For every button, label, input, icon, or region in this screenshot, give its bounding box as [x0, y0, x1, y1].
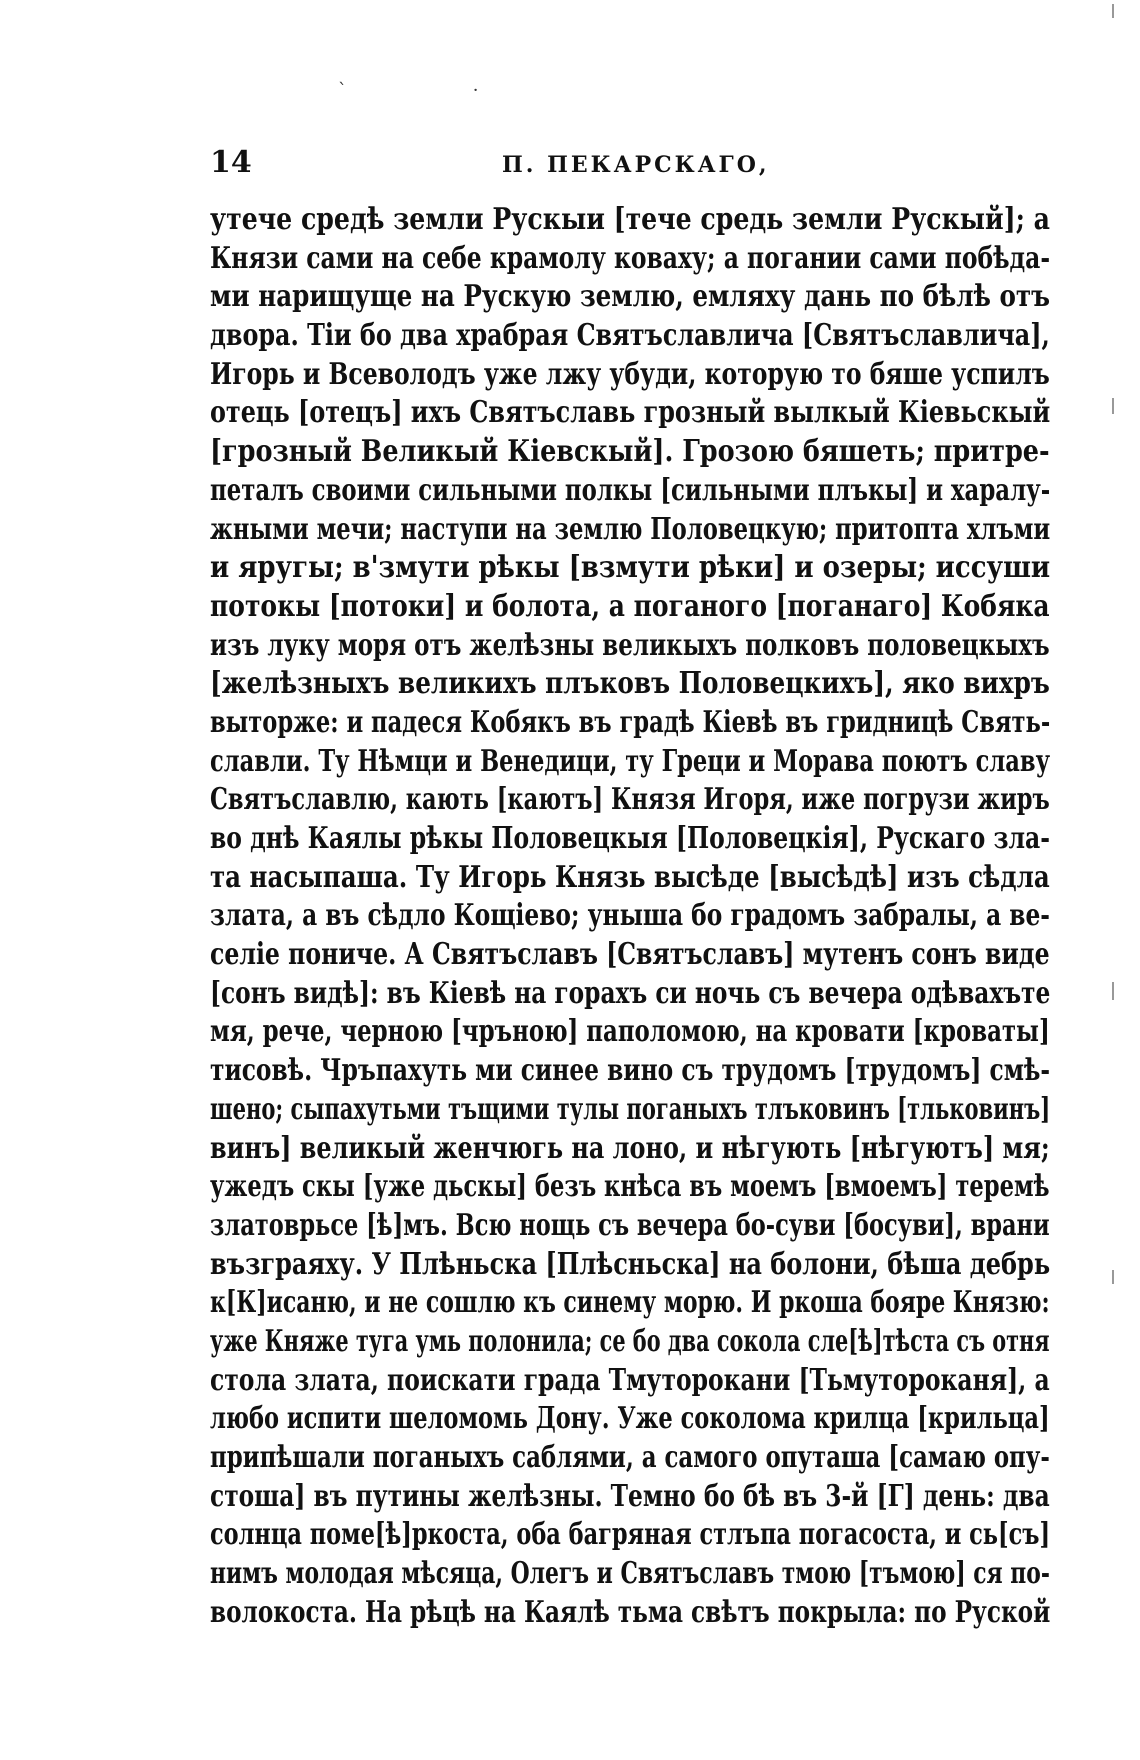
scan-edge-mark [1112, 4, 1114, 18]
page-header [210, 143, 1038, 183]
text-line: ми нарищуще на Рускую землю, емляху дань по бѣлѣ отъ [210, 278, 1051, 314]
text-line: к[К]исаню, и не сошлю къ синему морю. И ркоша бояре Князю: [210, 1284, 1050, 1320]
scan-edge-mark [1112, 982, 1114, 1000]
text-line: ужедъ скы [уже дьскы] безъ кнѣса въ моемъ [вмоемъ] теремѣ [210, 1168, 1050, 1204]
text-line: утече средѣ земли Рускыи [тече средь земли Рускый]; а [210, 201, 1051, 236]
body-text [210, 200, 1050, 1631]
text-line: волокоста. На рѣцѣ на Каялѣ тьма свѣтъ покрыла: по Руской [210, 1593, 1051, 1629]
text-line: потокы [потоки] и болота, а поганого [поганаго] Кобяка [210, 587, 1050, 623]
text-line: петалъ своими сильными полкы [сильными плъкы] и харалу- [210, 471, 1051, 507]
text-line: златоврьсе [ѣ]мъ. Всю нощь съ вечера бо-суви [босуви], врани [210, 1206, 1050, 1242]
text-line: [грозный Великый Кіевскый]. Грозою бяшеть; притре- [210, 433, 1050, 469]
text-line: селіе пониче. А Святъславъ [Святъславъ] мутенъ сонъ виде [210, 936, 1050, 972]
top-stray-marks: ` · [338, 80, 539, 101]
page-number: 14 [210, 145, 252, 180]
text-line: отець [отецъ] ихъ Святъславь грозный вылкый Кіевьскый [210, 394, 1051, 430]
text-line: славли. Ту Нѣмци и Венедици, ту Греци и Морава поютъ славу [210, 742, 1051, 778]
text-line: злата, а въ сѣдло Кощіево; уныша бо градомъ забралы, а ве- [210, 897, 1050, 933]
text-line: тисовѣ. Чръпахуть ми синее вино съ трудомъ [трудомъ] смѣ- [210, 1052, 1051, 1088]
text-line: уже Княже туга умь полонила; се бо два сокола сле[ѣ]тѣста съ отня [210, 1322, 1050, 1358]
text-line: Игорь и Всеволодъ уже лжу убуди, которую то бяше успилъ [210, 355, 1050, 391]
text-line: шено; сыпахутьми тъщими тулы поганыхъ тлъковинъ [тльковинъ] [210, 1090, 1051, 1126]
text-line: стоша] въ путины желѣзны. Темно бо бѣ въ 3-й [Г] день: два [210, 1477, 1050, 1513]
text-line: Князи сами на себе крамолу коваху; а погании сами побѣда- [210, 239, 1051, 275]
text-line: жными мечи; наступи на землю Половецкую; притопта хлъми [210, 510, 1051, 546]
text-line: [желѣзныхъ великихъ плъковъ Половецкихъ], яко вихръ [210, 665, 1050, 701]
text-line: во днѣ Каялы рѣкы Половецкыя [Половецкія], Рускаго зла- [210, 820, 1050, 855]
text-line: и яругы; в'змути рѣкы [взмути рѣки] и озеры; иссуши [210, 549, 1051, 585]
text-line: двора. Тіи бо два храбрая Святъславлича [Святъславлича], [210, 317, 1050, 353]
text-line: винъ] великый женчюгь на лоно, и нѣгують [нѣгуютъ] мя; [210, 1129, 1050, 1165]
text-line: [сонъ видѣ]: въ Кіевѣ на горахъ си ночь съ вечера одѣвахъте [210, 974, 1051, 1010]
text-line: Святъславлю, кають [каютъ] Князя Игоря, иже погрузи жиръ [210, 781, 1050, 817]
text-line: мя, рече, черною [чръною] паполомою, на кровати [кроваты] [210, 1013, 1050, 1049]
text-line: стола злата, поискати града Тмуторокани [Тьмутороканя], а [210, 1361, 1050, 1397]
text-line: та насыпаша. Ту Игорь Князь высѣде [высѣдѣ] изъ сѣдла [210, 858, 1050, 894]
text-line: солнца поме[ѣ]ркоста, оба багряная стлъпа погасоста, и сь[съ] [210, 1516, 1051, 1552]
scan-edge-mark [1112, 398, 1114, 414]
text-line: любо испити шеломомь Дону. Уже соколома крилца [крильца] [210, 1400, 1050, 1436]
text-line: припѣшали поганыхъ саблями, а самого опуташа [самаю опу- [210, 1439, 1050, 1474]
text-line: выторже: и падеся Кобякъ въ градѣ Кіевѣ въ гридницѣ Свять- [210, 703, 1051, 739]
running-head: П. ПЕКАРСКАГО, [502, 152, 770, 178]
text-line: нимъ молодая мѣсяца, Олегъ и Святъславъ тмою [тъмою] ся по- [210, 1555, 1050, 1591]
text-line: възграяху. У Плѣньска [Плѣсньска] на болони, бѣша дебрь [210, 1245, 1051, 1281]
text-line: изъ луку моря отъ желѣзны великыхъ полковъ половецкыхъ [210, 626, 1050, 662]
scan-edge-mark [1112, 1270, 1114, 1284]
